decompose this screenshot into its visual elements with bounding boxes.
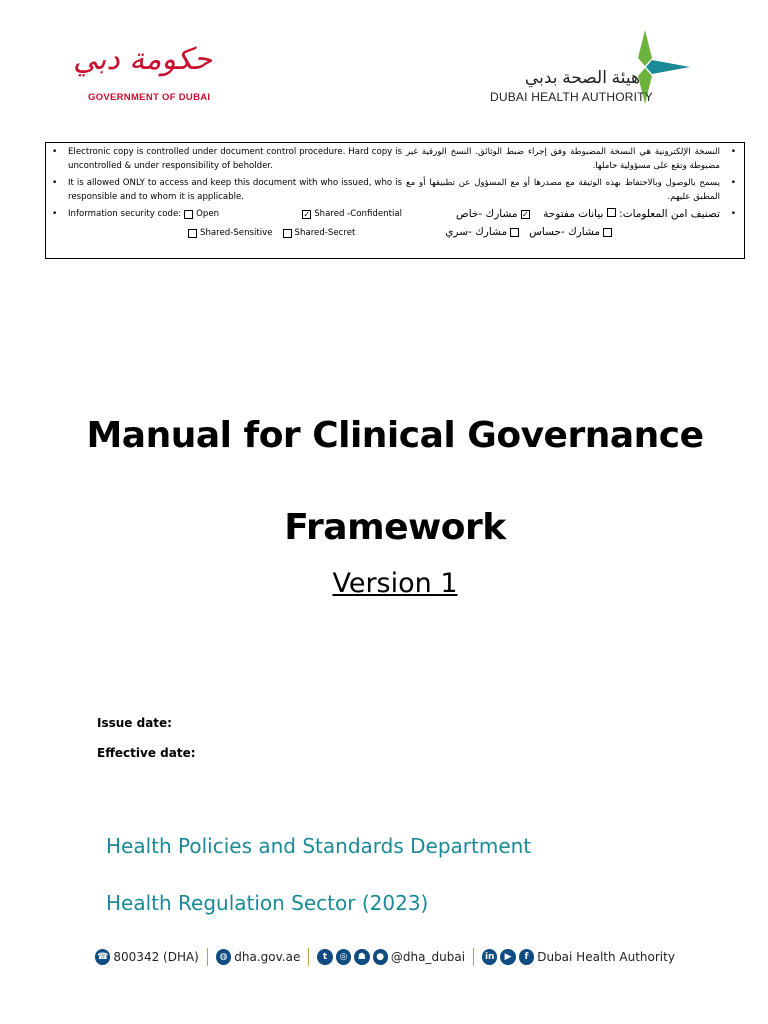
linkedin-icon[interactable]: in — [482, 949, 497, 965]
organization-name: Dubai Health Authority — [537, 950, 675, 964]
instagram-icon[interactable]: ◎ — [336, 949, 351, 965]
notice-bullet — [52, 145, 402, 173]
option-shared-confidential: Shared -Confidential — [314, 209, 402, 219]
title-line-2: Framework — [284, 507, 506, 548]
youtube-icon[interactable]: ▶ — [500, 949, 515, 965]
document-title — [0, 390, 768, 574]
checkbox-shared-secret-arabic[interactable] — [510, 228, 519, 237]
security-code-label-arabic: تصنيف امن المعلومات: — [619, 208, 720, 220]
gov-logo-arabic: حكومة دبي — [72, 42, 212, 77]
gov-logo-english: GOVERNMENT OF DUBAI — [88, 92, 211, 103]
issue-date-label: Issue date: — [97, 716, 172, 730]
globe-icon: ◍ — [216, 949, 231, 965]
document-control-notice — [45, 142, 745, 259]
checkbox-shared-sensitive[interactable] — [188, 229, 197, 238]
divider — [207, 948, 208, 966]
notice-bullet — [406, 176, 736, 204]
notice-text-arabic: النسخة الإلكترونية هي النسخة المضبوطة وفق إجراء ضبط الوثائق. النسخ الورقية غير مضبوطة وتقع على مسؤولية حاملها. — [406, 147, 720, 171]
checkbox-open-arabic[interactable] — [607, 208, 616, 217]
notice-english-column — [52, 145, 402, 240]
notice-text: Electronic copy is controlled under document control procedure. Hard copy is uncontrolled & under responsibility of beholder. — [68, 147, 402, 171]
divider — [308, 948, 309, 966]
option-shared-secret: Shared-Secret — [294, 228, 356, 238]
dubai-health-authority-logo — [488, 30, 698, 110]
security-code-row-arabic-2 — [406, 225, 736, 239]
department-name: Health Policies and Standards Department — [106, 834, 532, 858]
option-shared-private-arabic: مشارك -خاص — [456, 208, 518, 220]
notice-bullet — [52, 176, 402, 204]
option-shared-secret-arabic: مشارك -سري — [445, 226, 508, 238]
contact-footer — [95, 946, 675, 968]
security-code-row-arabic — [406, 207, 736, 221]
option-shared-sensitive: Shared-Sensitive — [200, 228, 273, 238]
checkbox-shared-sensitive-arabic[interactable] — [603, 228, 612, 237]
security-code-label: Information security code: — [68, 209, 182, 219]
security-code-row — [52, 207, 402, 221]
checkbox-shared-secret[interactable] — [283, 229, 292, 238]
option-open: Open — [196, 209, 220, 219]
bullet-icon: • — [52, 178, 58, 188]
bullet-icon: • — [730, 178, 736, 188]
government-of-dubai-logo — [72, 36, 218, 110]
option-open-arabic: بيانات مفتوحة — [543, 208, 604, 220]
phone-icon: ☎ — [95, 949, 110, 965]
divider — [473, 948, 474, 966]
checkbox-shared-confidential[interactable]: ✓ — [303, 209, 311, 219]
checkbox-shared-private-arabic[interactable]: ✓ — [521, 210, 529, 219]
security-code-row-2 — [52, 226, 402, 240]
notice-text: It is allowed ONLY to access and keep this document with who issued, who is responsible and to whom it is applicable. — [68, 178, 402, 202]
checkbox-open[interactable] — [184, 210, 193, 219]
location-icon[interactable]: ● — [373, 949, 388, 965]
sector-name: Health Regulation Sector (2023) — [106, 891, 429, 915]
facebook-icon[interactable]: f — [519, 949, 534, 965]
version-label: Version 1 — [332, 568, 458, 599]
dha-logo-arabic: هيئة الصحة بدبي — [524, 68, 640, 87]
option-shared-sensitive-arabic: مشارك -حساس — [529, 226, 600, 238]
effective-date-label: Effective date: — [97, 746, 196, 760]
notice-bullet — [406, 145, 736, 173]
bullet-icon: • — [730, 147, 736, 157]
notice-arabic-column — [406, 145, 736, 239]
bullet-icon: • — [730, 209, 736, 219]
snapchat-icon[interactable]: ☗ — [354, 949, 369, 965]
bullet-icon: • — [52, 209, 58, 219]
phone-number[interactable]: 800342 (DHA) — [113, 950, 199, 964]
notice-text-arabic: يسمح بالوصول وبالاحتفاظ بهذه الوثيقة مع مصدرها أو مع المسؤول عن تطبيقها أو مع المطبق عليهم. — [406, 178, 720, 202]
website-link[interactable]: dha.gov.ae — [234, 950, 301, 964]
bullet-icon: • — [52, 147, 58, 157]
social-handle[interactable]: @dha_dubai — [390, 950, 466, 964]
dha-logo-english: DUBAI HEALTH AUTHORITY — [490, 90, 653, 104]
twitter-icon[interactable]: t — [317, 949, 332, 965]
title-line-1: Manual for Clinical Governance — [86, 415, 704, 456]
